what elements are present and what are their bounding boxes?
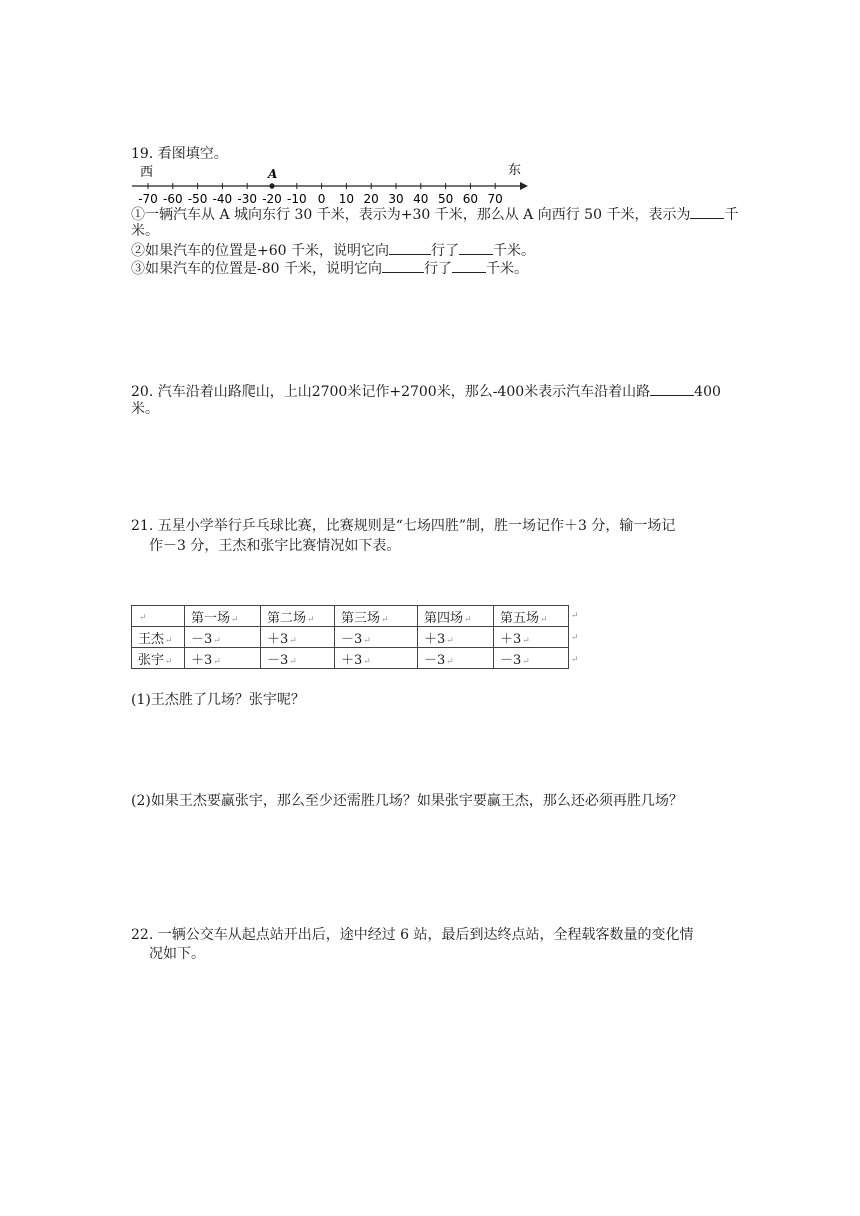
q19-item2: ②如果汽车的位置是+60 千米，说明它向 行了 千米。 [131,240,535,260]
table-row [132,627,569,648]
q19-item1-cont: 米。 [131,223,159,239]
answer-blank[interactable] [452,258,486,273]
q20-line2: 米。 [131,401,159,417]
table-header-cell: ↵ [132,606,185,627]
tick-label: 10 [338,192,355,206]
table-cell: －3↵ [185,627,261,648]
row-end-mark: ↵ [571,633,579,643]
table-cell: 张宇↵ [132,648,185,669]
table-cell: ＋3↵ [335,648,418,669]
q19-title: 19. 看图填空。 [131,146,228,162]
tick-label: -70 [138,192,158,206]
table-cell: ＋3↵ [494,627,569,648]
tick-label: -40 [212,192,233,206]
tick-label: 60 [462,192,479,206]
tick-label: -30 [237,192,258,206]
number-line-arrow [520,182,528,190]
table-cell: ＋3↵ [418,627,494,648]
tick-label: -10 [286,192,307,206]
row-end-mark: ↵ [571,611,579,621]
q21-line1: 21. 五星小学举行乒乓球比赛，比赛规则是“七场四胜”制，胜一场记作＋3 分，输一场记 [131,518,676,534]
q19-item3: ③如果汽车的位置是-80 千米，说明它向 行了 千米。 [131,258,528,278]
answer-blank[interactable] [690,204,724,219]
tick-label: 40 [413,192,429,206]
q22-line2: 况如下。 [149,946,205,962]
tick-label: -50 [187,192,208,206]
q19-item1: ①一辆汽车从 A 城向东行 30 千米，表示为+30 千米，那么从 A 向西行 50 千米，表示为 千 [131,204,738,224]
table-header-cell: 第二场↵ [261,606,335,627]
tick-label: 0 [317,192,326,206]
score-table [131,605,569,669]
table-header-row [132,606,569,627]
table-cell: 王杰↵ [132,627,185,648]
answer-blank[interactable] [650,381,694,396]
table-cell: －3↵ [261,648,335,669]
answer-blank[interactable] [389,240,431,255]
tick-label: -60 [162,192,183,206]
table-row [132,648,569,669]
table-header-cell: 第四场↵ [418,606,494,627]
row-end-mark: ↵ [571,655,579,665]
east-label: 东 [508,163,522,178]
west-label: 西 [140,165,154,180]
q21-sub1: (1)王杰胜了几场？张宇呢？ [131,692,305,708]
tick-label: 30 [388,192,404,206]
table-cell: ＋3↵ [185,648,261,669]
table-cell: －3↵ [418,648,494,669]
tick-label: 20 [363,192,379,206]
tick-label: -20 [262,192,282,206]
point-a-dot [269,183,274,188]
answer-blank[interactable] [382,258,424,273]
table-cell: ＋3↵ [261,627,335,648]
answer-blank[interactable] [459,240,493,255]
tick-label: 70 [487,192,503,206]
point-a-label: A [268,167,278,181]
q20-line1: 20. 汽车沿着山路爬山，上山2700米记作+2700米，那么-400米表示汽车沿着山路 400 [131,381,721,401]
table-cell: －3↵ [494,648,569,669]
q21-sub2: (2)如果王杰要赢张宇，那么至少还需胜几场？如果张宇要赢王杰，那么还必须再胜几场？ [131,793,683,809]
table-header-cell: 第五场↵ [494,606,569,627]
table-cell: －3↵ [335,627,418,648]
tick-label: 50 [437,192,454,206]
table-header-cell: 第三场↵ [335,606,418,627]
q22-line1: 22. 一辆公交车从起点站开出后，途中经过 6 站，最后到达终点站，全程载客数量的变化情 [131,927,694,943]
number-line [128,160,528,206]
q21-line2: 作－3 分，王杰和张宇比赛情况如下表。 [149,538,401,554]
table-header-cell: 第一场↵ [185,606,261,627]
